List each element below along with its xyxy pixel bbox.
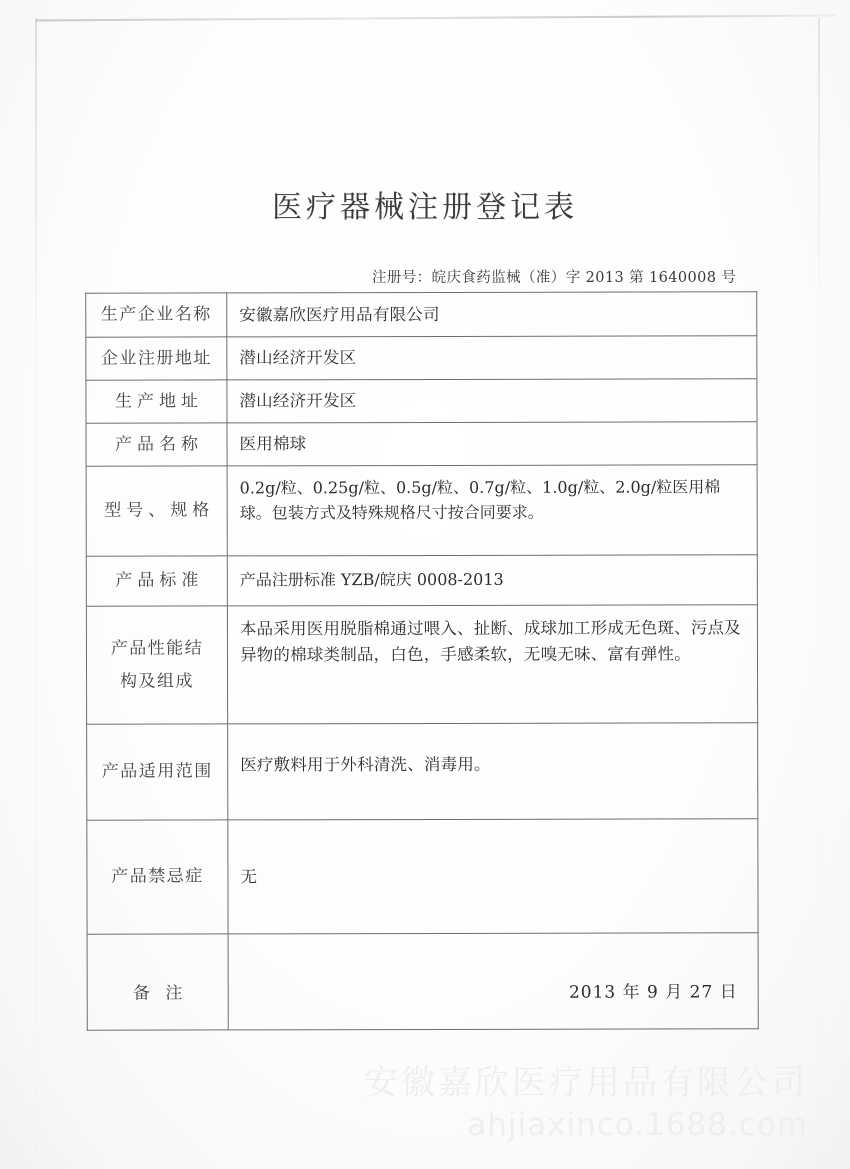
watermark-company: 安徽嘉欣医疗用品有限公司 <box>364 1063 808 1103</box>
row-label-manufacturer-name: 生产企业名称 <box>86 293 227 337</box>
table-row <box>86 292 757 337</box>
row-value-registered-address: 潜山经济开发区 <box>227 336 757 380</box>
issue-date: 2013 年 9 月 27 日 <box>568 982 738 1004</box>
row-label-scope-of-use: 产品适用范围 <box>87 724 228 820</box>
row-label-performance-structure-line1: 产品性能结 <box>110 638 204 659</box>
row-value-contraindications: 无 <box>228 819 758 934</box>
row-label-registered-address: 企业注册地址 <box>86 337 227 380</box>
table-row <box>87 933 758 1030</box>
row-label-model-spec: 型号、规格 <box>86 466 227 556</box>
row-label-performance-structure <box>86 606 227 724</box>
table-row <box>86 465 757 556</box>
row-value-scope-of-use-text: 医疗敷料用于外科清洗、消毒用。 <box>240 754 491 775</box>
row-label-performance-structure-line2: 构及组成 <box>120 670 195 692</box>
table-row <box>86 422 757 466</box>
row-value-product-name: 医用棉球 <box>227 422 757 466</box>
table-row <box>87 723 758 820</box>
row-value-scope-of-use <box>228 723 758 820</box>
watermark-url: ahjiaxinco.1688.com <box>467 1107 808 1143</box>
registration-table <box>85 291 759 1030</box>
row-value-manufacturer-name: 安徽嘉欣医疗用品有限公司 <box>227 292 757 337</box>
row-label-contraindications: 产品禁忌症 <box>87 820 228 934</box>
row-value-product-standard: 产品注册标准 YZB/皖庆 0008-2013 <box>227 555 757 606</box>
table-row <box>86 605 757 724</box>
registration-number: 注册号：皖庆食药监械（准）字 2013 第 1640008 号 <box>372 270 737 286</box>
row-label-production-address: 生产地址 <box>86 380 227 423</box>
row-value-production-address: 潜山经济开发区 <box>227 379 757 423</box>
row-value-model-spec: 0.2g/粒、0.25g/粒、0.5g/粒、0.7g/粒、1.0g/粒、2.0g/粒医用棉球。包装方式及特殊规格尺寸按合同要求。 <box>227 465 757 556</box>
table-row <box>86 379 757 423</box>
row-value-performance-structure: 本品采用医用脱脂棉通过喂入、扯断、成球加工形成无色斑、污点及异物的棉球类制品，白色，手感柔软，无嗅无味、富有弹性。 <box>227 605 757 724</box>
table-row <box>86 555 757 606</box>
row-value-remarks-date <box>228 933 758 1030</box>
table-row <box>86 336 757 380</box>
row-label-product-standard: 产品标准 <box>86 556 227 606</box>
row-label-product-name: 产品名称 <box>86 423 227 466</box>
row-label-remarks <box>87 934 228 1030</box>
row-label-remarks-text: 备 注 <box>132 983 188 1004</box>
page-title: 医疗器械注册登记表 <box>272 190 578 225</box>
table-row <box>87 819 758 934</box>
